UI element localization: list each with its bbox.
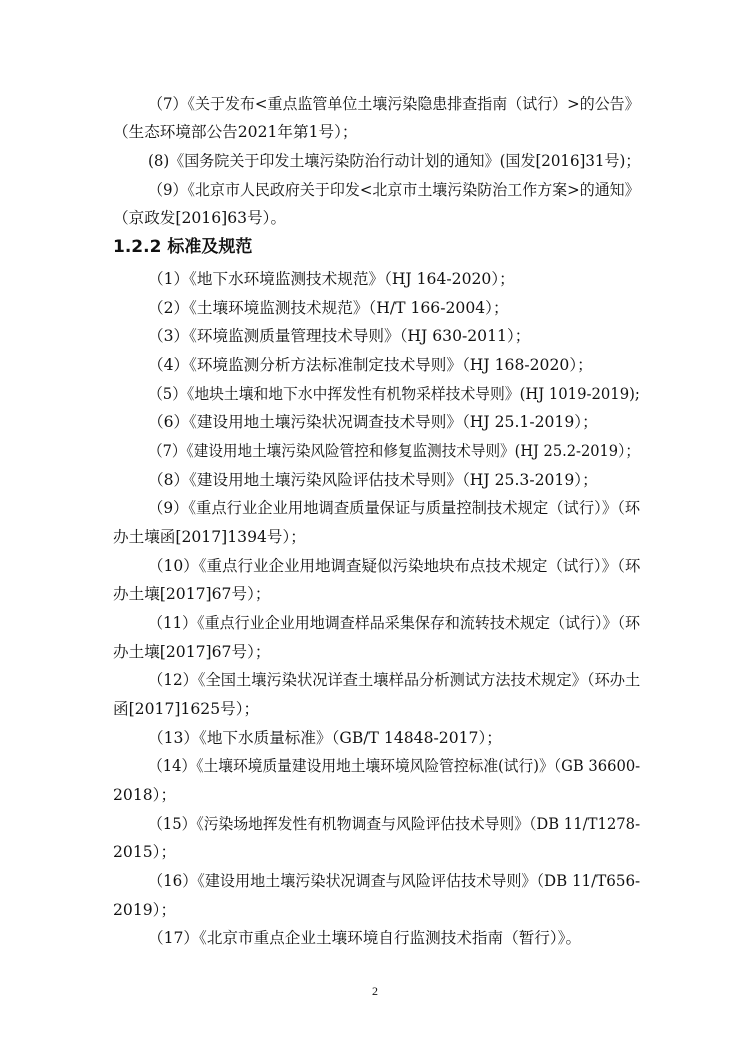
standard-item-15: （15）《污染场地挥发性有机物调查与风险评估技术导则》（DB 11/T1278- bbox=[148, 815, 641, 833]
standard-item-14: （14）《土壤环境质量建设用地土壤环境风险管控标准(试行)》（GB 36600- bbox=[148, 757, 641, 775]
standard-item-11-continued: 办土壤[2017]67号）； bbox=[113, 643, 271, 661]
standard-item-14-continued: 2018）； bbox=[113, 786, 177, 804]
standard-item-15-continued: 2015）； bbox=[113, 843, 177, 861]
standard-item-17: （17）《北京市重点企业土壤环境自行监测技术指南（暂行）》。 bbox=[148, 929, 582, 947]
regulation-item-7-continued: （生态环境部公告2021年第1号）； bbox=[113, 123, 358, 141]
section-heading: 1.2.2 标准及规范 bbox=[113, 237, 253, 257]
regulation-item-9-continued: （京政发[2016]63号）。 bbox=[113, 209, 287, 227]
regulation-item-9: （9）《北京市人民政府关于印发<北京市土壤污染防治工作方案>的通知》 bbox=[148, 181, 640, 199]
standard-item-9-continued: 办土壤函[2017]1394号）； bbox=[113, 528, 306, 546]
standard-item-6: （6）《建设用地土壤污染状况调查技术导则》（HJ 25.1-2019）； bbox=[148, 413, 598, 431]
regulation-item-7: （7）《关于发布<重点监管单位土壤污染隐患排查指南（试行）>的公告》 bbox=[148, 95, 640, 113]
standard-item-11: （11）《重点行业企业用地调查样品采集保存和流转技术规定（试行）》（环 bbox=[148, 614, 641, 632]
standard-item-1: （1）《地下水环境监测技术规范》（HJ 164-2020）； bbox=[148, 270, 515, 288]
standard-item-3: （3）《环境监测质量管理技术导则》（HJ 630-2011）； bbox=[148, 327, 531, 345]
standard-item-13: （13）《地下水质量标准》（GB/T 14848-2017）； bbox=[148, 729, 502, 747]
standard-item-10: （10）《重点行业企业用地调查疑似污染地块布点技术规定（试行）》（环 bbox=[148, 557, 641, 575]
regulation-item-8: (8)《国务院关于印发土壤污染防治行动计划的通知》(国发[2016]31号)； bbox=[148, 152, 641, 170]
standard-item-7: （7）《建设用地土壤污染风险管控和修复监测技术导则》(HJ 25.2-2019）； bbox=[148, 442, 640, 460]
standard-item-2: （2）《土壤环境监测技术规范》（H/T 166-2004）； bbox=[148, 299, 509, 317]
standard-item-12: （12）《全国土壤污染状况详查土壤样品分析测试方法技术规定》（环办土 bbox=[148, 671, 641, 689]
page-number: 2 bbox=[372, 984, 378, 998]
standard-item-8: （8）《建设用地土壤污染风险评估技术导则》（HJ 25.3-2019）； bbox=[148, 471, 598, 489]
standard-item-5: （5）《地块土壤和地下水中挥发性有机物采样技术导则》(HJ 1019-2019); bbox=[148, 385, 640, 403]
standard-item-12-continued: 函[2017]1625号）； bbox=[113, 700, 260, 718]
standard-item-16-continued: 2019）； bbox=[113, 901, 177, 919]
standard-item-4: （4）《环境监测分析方法标准制定技术导则》（HJ 168-2020）； bbox=[148, 356, 593, 374]
standard-item-9: （9）《重点行业企业用地调查质量保证与质量控制技术规定（试行）》（环 bbox=[148, 499, 641, 517]
standard-item-10-continued: 办土壤[2017]67号）； bbox=[113, 585, 271, 603]
standard-item-16: （16）《建设用地土壤污染状况调查与风险评估技术导则》（DB 11/T656- bbox=[148, 872, 641, 890]
